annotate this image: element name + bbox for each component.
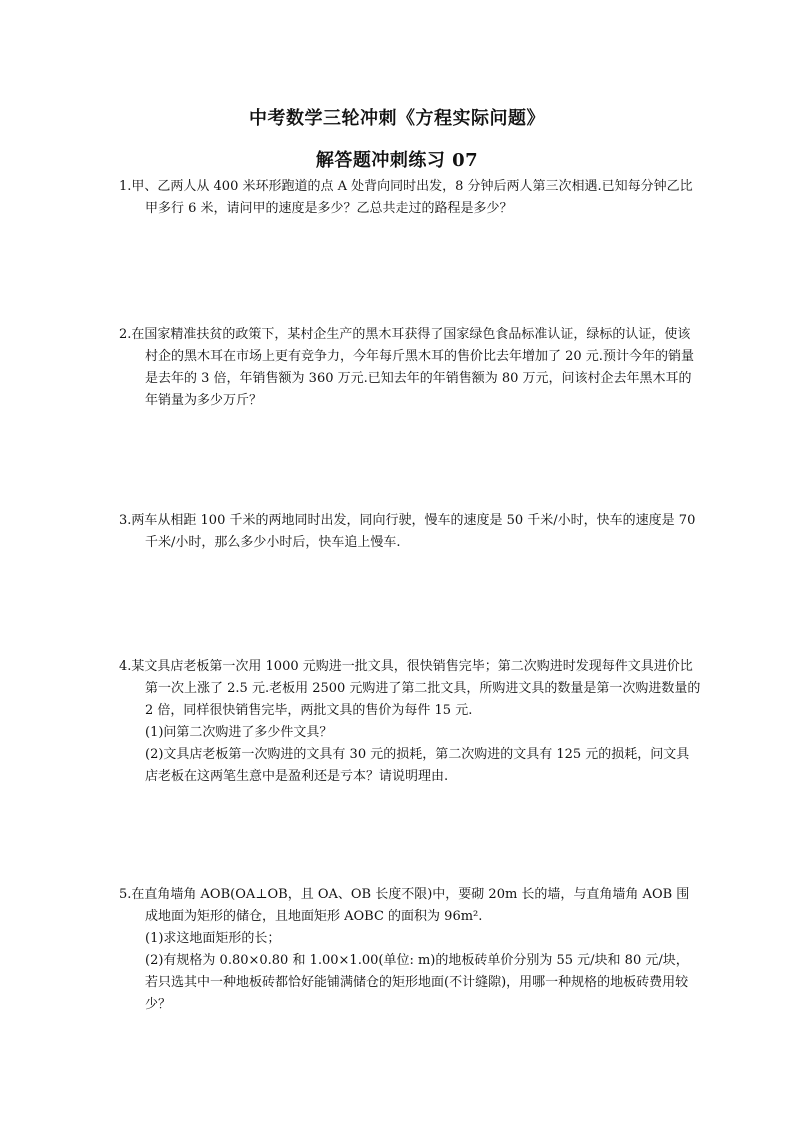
- problem-5: [119, 884, 701, 1016]
- problem-text: 两车从相距 100 千米的两地同时出发，同向行驶，慢车的速度是 50 千米/小时，快车的速度是 70 千米/小时，那么多少小时后，快车追上慢车.: [131, 513, 696, 550]
- problem-text: 在国家精准扶贫的政策下，某村企生产的黑木耳获得了国家绿色食品标准认证，绿标的认证，使该村企的黑木耳在市场上更有竞争力，今年每斤黑木耳的售价比去年增加了 20 元.预计今年的销量是去年的 3 倍，年销售额为 360 万元.已知去年的年销售额为 80 万元，问该村企去年黑木耳的年销量为多少万斤？: [131, 327, 694, 408]
- sub-question-1: (1)问第二次购进了多少件文具？: [145, 725, 333, 740]
- problem-2: [119, 324, 701, 412]
- problem-statement: [119, 884, 701, 928]
- problem-number: 1.: [119, 179, 132, 194]
- problem-number: 4.: [119, 659, 132, 674]
- problem-text: 甲、乙两人从 400 米环形跑道的点 A 处背向同时出发，8 分钟后两人第三次相遇.已知每分钟乙比甲多行 6 米，请问甲的速度是多少？乙总共走过的路程是多少？: [131, 179, 693, 216]
- problem-4: [119, 656, 701, 788]
- problem-3: [119, 510, 701, 554]
- document-title: 中考数学三轮冲刺《方程实际问题》: [249, 108, 545, 129]
- problem-text: 某文具店老板第一次用 1000 元购进一批文具，很快销售完毕；第二次购进时发现每件文具进价比第一次上涨了 2.5 元.老板用 2500 元购进了第二批文具，所购进文具的数量是第一次购进数量的 2 倍，同样很快销售完毕，两批文具的售价为每件 15 元.: [131, 659, 701, 718]
- problem-text: 在直角墙角 AOB(OA⊥OB，且 OA、OB 长度不限)中，要砌 20m 长的墙，与直角墙角 AOB 围成地面为矩形的储仓，且地面矩形 AOBC 的面积为 96m².: [131, 887, 690, 924]
- sub-question-2: (2)有规格为 0.80×0.80 和 1.00×1.00(单位: m)的地板砖单价分别为 55 元/块和 80 元/块，若只选其中一种地板砖都恰好能铺满储仓的矩形地面(不计缝隙)，用哪一种规格的地板砖费用较少？: [145, 953, 689, 1012]
- problem-statement: [119, 324, 701, 412]
- problem-number: 5.: [119, 887, 132, 902]
- document-subtitle: 解答题冲刺练习 07: [315, 150, 479, 171]
- problem-number: 3.: [119, 513, 132, 528]
- problem-statement: [119, 656, 701, 722]
- problem-number: 2.: [119, 327, 132, 342]
- problem-1: [119, 176, 701, 220]
- problem-statement: [119, 510, 701, 554]
- sub-question-1: (1)求这地面矩形的长；: [145, 931, 281, 946]
- problem-statement: [119, 176, 701, 220]
- sub-question-2: (2)文具店老板第一次购进的文具有 30 元的损耗，第二次购进的文具有 125 元的损耗，问文具店老板在这两笔生意中是盈利还是亏本？请说明理由.: [145, 747, 690, 784]
